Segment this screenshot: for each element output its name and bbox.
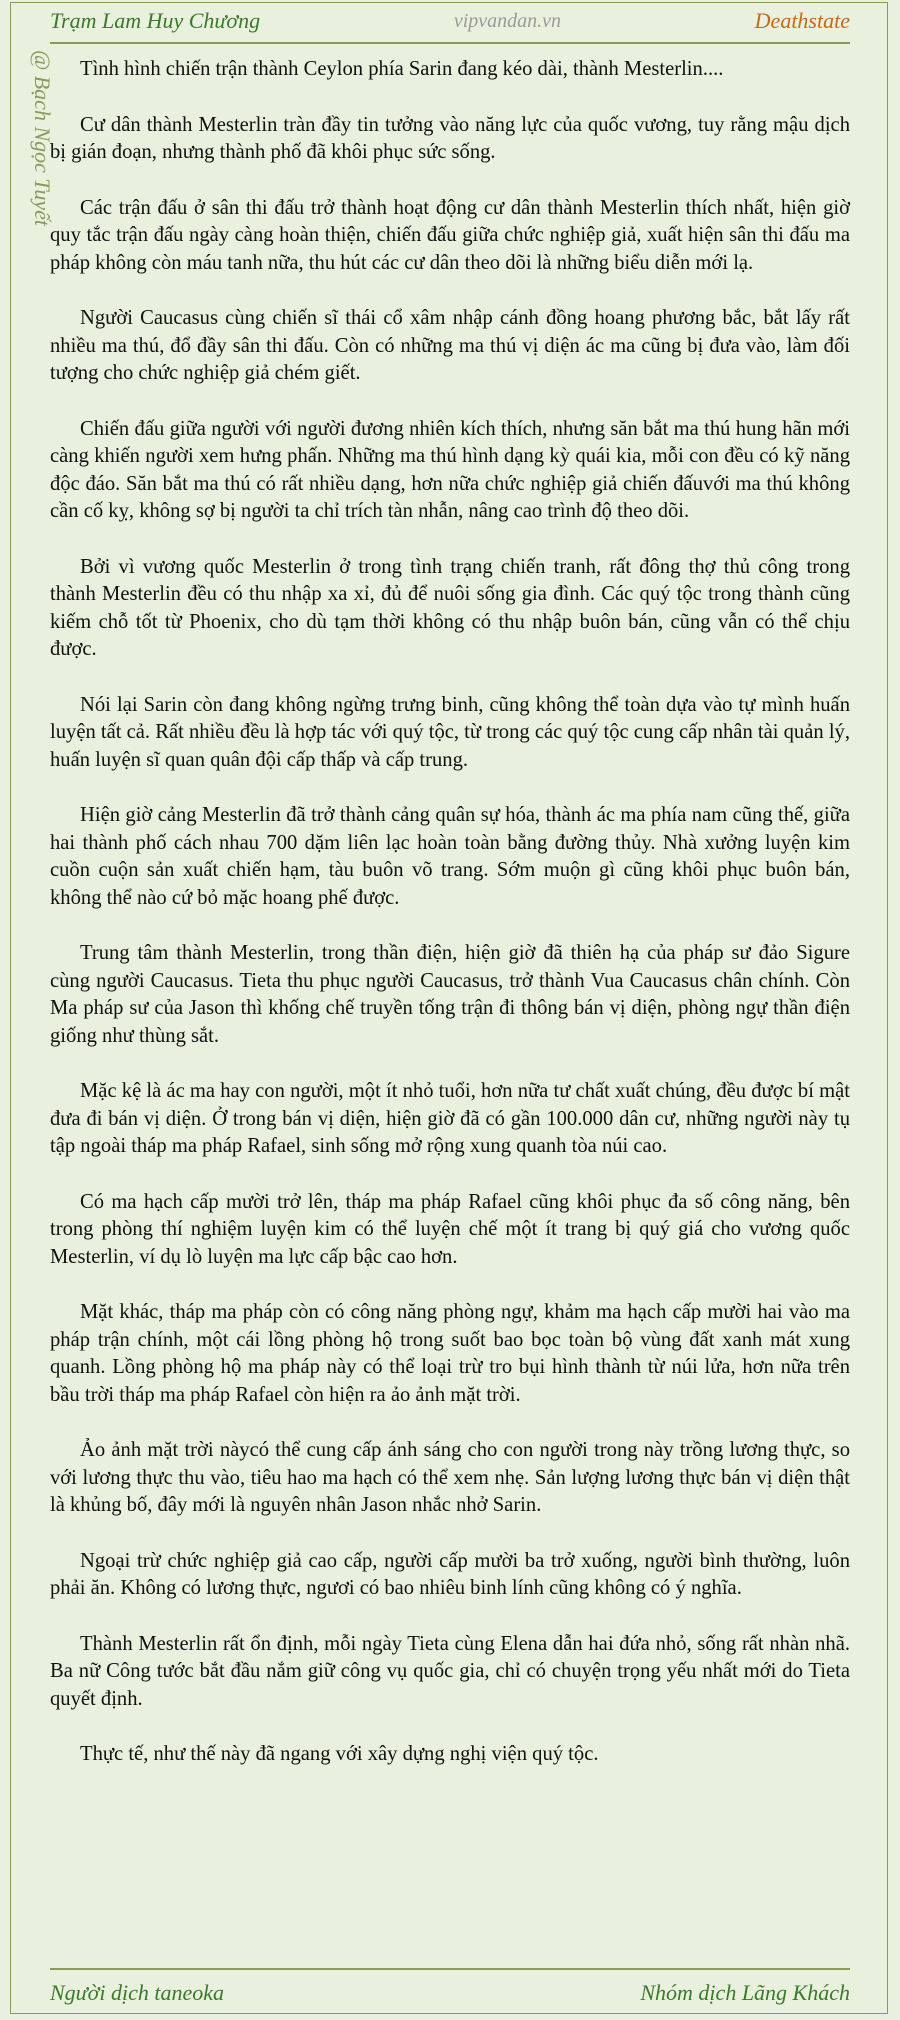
paragraph: Chiến đấu giữa người với người đương nhiên kích thích, nhưng săn bắt ma thú hung hãn mới càng khiến người xem hưng phấn. Những ma thú hình dạng kỳ quái kia, mỗi con đều có kỹ năng độc đáo. Săn bắt ma thú có rất nhiều dạng, hơn nữa chức nghiệp giả chiến đấuvới ma thú không cần cố kỵ, không sợ bị người ta chỉ trích tàn nhẫn, nâng cao trình độ theo dõi. xyxy=(50,417,850,522)
paragraph: Người Caucasus cùng chiến sĩ thái cổ xâm nhập cánh đồng hoang phương bắc, bắt lấy rất nhiều ma thú, đổ đầy sân thi đấu. Còn có những ma thú vị diện ác ma cũng bị đưa vào, làm đối tượng cho chức nghiệp giả chém giết. xyxy=(50,307,850,384)
footer-group: Nhóm dịch Lãng Khách xyxy=(640,1980,850,2005)
paragraph: Ngoại trừ chức nghiệp giả cao cấp, người cấp mười ba trở xuống, người bình thường, luôn phải ăn. Không có lương thực, ngươi có bao nhiêu binh lính cũng không có ý nghĩa. xyxy=(50,1549,850,1599)
paragraph: Nói lại Sarin còn đang không ngừng trưng binh, cũng không thể toàn dựa vào tự mình huấn luyện tất cả. Rất nhiều đều là hợp tác với quý tộc, từ trong các quý tộc cung cấp nhân tài quản lý, huấn luyện sĩ quan quân đội cấp thấp và cấp trung. xyxy=(50,693,850,771)
paragraph: Hiện giờ cảng Mesterlin đã trở thành cảng quân sự hóa, thành ác ma phía nam cũng thế, giữa hai thành phố cách nhau 700 dặm liên lạc hoàn toàn bằng đường thủy. Nhà xưởng luyện kim cuồn cuộn sản xuất chiến hạm, tàu buôn võ trang. Sớm muộn gì cũng khôi phục buôn bán, không thể nào cứ bỏ mặc hoang phế được. xyxy=(50,804,850,909)
header-site[interactable]: vipvandan.vn xyxy=(453,9,562,32)
header-right: Deathstate xyxy=(754,8,850,33)
paragraph: Thực tế, như thế này đã ngang với xây dựng nghị viện quý tộc. xyxy=(80,1743,599,1765)
watermark-text: @ Bạch Ngọc Tuyết xyxy=(30,50,55,227)
paragraph: Mặt khác, tháp ma pháp còn có công năng phòng ngự, khảm ma hạch cấp mười hai vào ma pháp trận chính, một cái lồng phòng hộ trong suốt bao bọc toàn bộ vùng đất xanh mát xung quanh. Lồng phòng hộ ma pháp này có thể loại trừ tro bụi hình thành từ núi lửa, hơn nữa trên bầu trời tháp ma pháp Rafael còn hiện ra ảo ảnh mặt trời. xyxy=(50,1301,850,1406)
paragraph: Có ma hạch cấp mười trở lên, tháp ma pháp Rafael cũng khôi phục đa số công năng, bên trong phòng thí nghiệm luyện kim có thể luyện chế một ít trang bị quý giá cho vương quốc Mesterlin, ví dụ lò luyện ma lực cấp bậc cao hơn. xyxy=(50,1190,850,1268)
paragraph: Mặc kệ là ác ma hay con người, một ít nhỏ tuổi, hơn nữa tư chất xuất chúng, đều được bí mật đưa đi bán vị diện. Ở trong bán vị diện, hiện giờ đã có gần 100.000 dân cư, những người này tụ tập ngoài tháp ma pháp Rafael, sinh sống mở rộng xung quanh tòa núi cao. xyxy=(50,1080,850,1157)
side-watermark xyxy=(10,50,55,350)
page-footer xyxy=(50,1968,850,2016)
paragraph: Cư dân thành Mesterlin tràn đầy tin tưởng vào năng lực của quốc vương, tuy rằng mậu dịch bị gián đoạn, nhưng thành phố đã khôi phục sức sống. xyxy=(50,113,850,163)
chapter-content xyxy=(50,56,850,1797)
paragraph: Thành Mesterlin rất ổn định, mỗi ngày Tieta cùng Elena dẫn hai đứa nhỏ, sống rất nhàn nhã. Ba nữ Công tước bắt đầu nắm giữ công vụ quốc gia, chỉ có chuyện trọng yếu nhất mới do Tieta quyết định. xyxy=(50,1632,850,1710)
paragraph: Ảo ảnh mặt trời nàycó thể cung cấp ánh sáng cho con người trong này trồng lương thực, so với lương thực thu vào, tiêu hao ma hạch có thể xem nhẹ. Sản lượng lương thực bán vị diện thật là khủng bố, đây mới là nguyên nhân Jason nhắc nhở Sarin. xyxy=(50,1439,850,1516)
footer-translator: Người dịch taneoka xyxy=(50,1980,225,2005)
header-left: Trạm Lam Huy Chương xyxy=(50,8,261,33)
paragraph: Các trận đấu ở sân thi đấu trở thành hoạt động cư dân thành Mesterlin thích nhất, hiện giờ quy tắc trận đấu ngày càng hoàn thiện, chiến đấu giữa chức nghiệp giả, xuất hiện sân thi đấu ma pháp không còn máu tanh nữa, thu hút các cư dân theo dõi là những biểu diễn mới lạ. xyxy=(50,196,850,274)
page-header xyxy=(50,0,850,44)
paragraph: Tình hình chiến trận thành Ceylon phía Sarin đang kéo dài, thành Mesterlin.... xyxy=(80,58,724,80)
paragraph: Bởi vì vương quốc Mesterlin ở trong tình trạng chiến tranh, rất đông thợ thủ công trong thành Mesterlin đều có thu nhập xa xỉ, đủ để nuôi sống gia đình. Các quý tộc trong thành cũng kiếm chỗ tốt từ Phoenix, cho dù tạm thời không có thu nhập buôn bán, cũng vẫn có thể chịu được. xyxy=(50,555,850,660)
paragraph: Trung tâm thành Mesterlin, trong thần điện, hiện giờ đã thiên hạ của pháp sư đảo Sigure cùng người Caucasus. Tieta thu phục người Caucasus, trở thành Vua Caucasus chân chính. Còn Ma pháp sư của Jason thì khống chế truyền tống trận đi thông bán vị diện, phòng ngự thần điện giống như thùng sắt. xyxy=(50,942,850,1047)
